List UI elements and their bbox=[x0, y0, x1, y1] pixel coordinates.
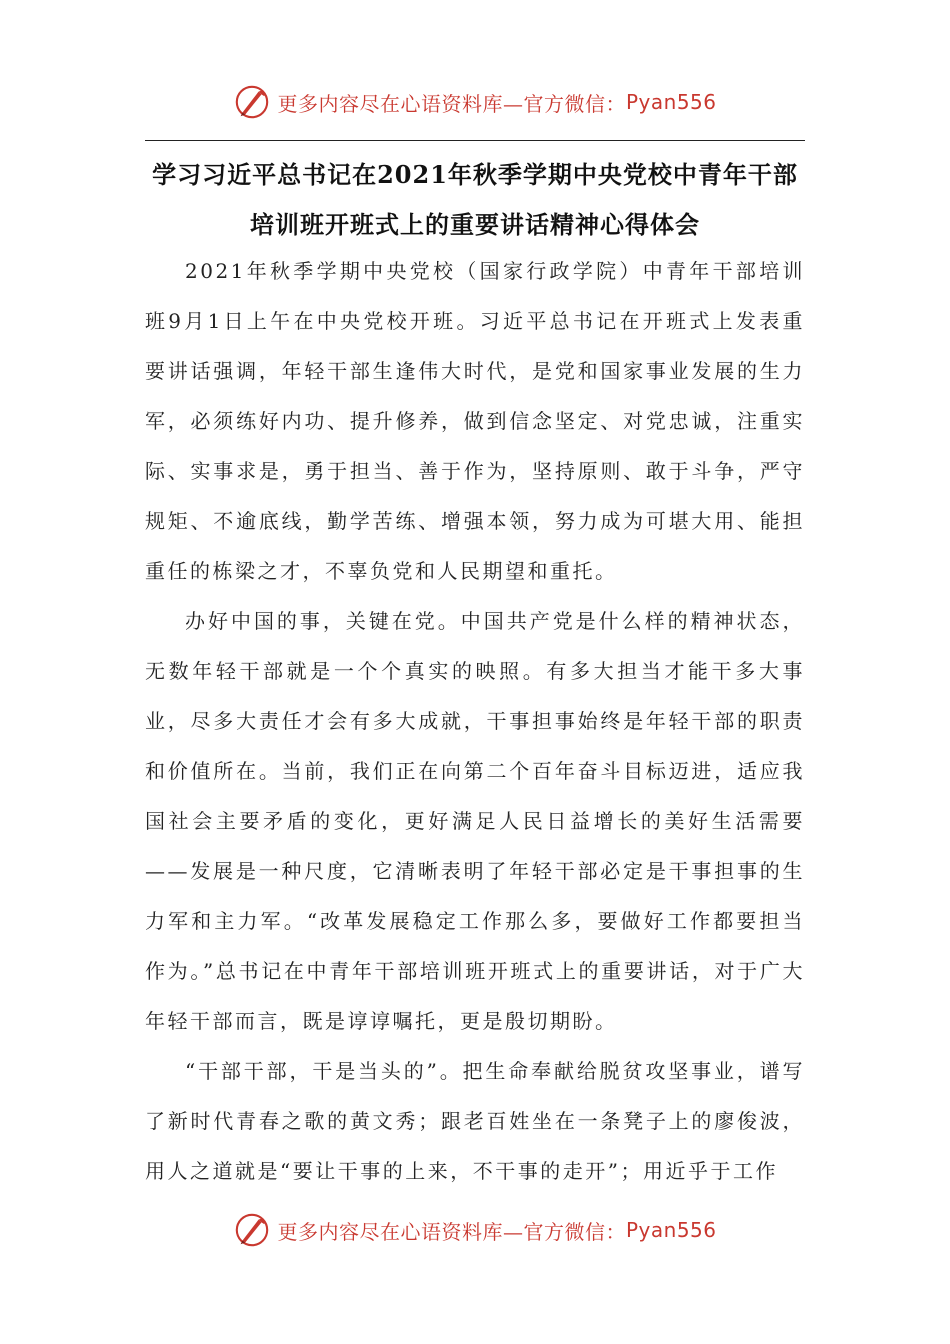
document-body bbox=[145, 246, 805, 1196]
body-paragraph-1: 2021年秋季学期中央党校（国家行政学院）中青年干部培训班9月1日上午在中央党校开班。习近平总书记在开班式上发表重要讲话强调，年轻干部生逢伟大时代，是党和国家事业发展的生力军，必须练好内功、提升修养，做到信念坚定、对党忠诚，注重实际、实事求是，勇于担当、善于作为，坚持原则、敢于斗争，严守规矩、不逾底线，勤学苦练、增强本领，努力成为可堪大用、能担重任的栋梁之才，不辜负党和人民期望和重托。 bbox=[145, 259, 805, 583]
header-wechat-id: Pyan556 bbox=[625, 90, 717, 114]
quill-pen-logo-icon bbox=[233, 83, 271, 121]
document-title: 学习习近平总书记在2021年秋季学期中央党校中青年干部培训班开班式上的重要讲话精神心得体会 bbox=[152, 160, 798, 239]
header-divider bbox=[145, 140, 805, 141]
header-slogan: 更多内容尽在心语资料库—官方微信： bbox=[277, 91, 626, 116]
footer-wechat-id: Pyan556 bbox=[625, 1218, 717, 1242]
footer-banner bbox=[0, 1208, 950, 1252]
quill-pen-logo-icon bbox=[233, 1211, 271, 1249]
footer-slogan: 更多内容尽在心语资料库—官方微信： bbox=[277, 1219, 626, 1244]
body-paragraph-2: 办好中国的事，关键在党。中国共产党是什么样的精神状态，无数年轻干部就是一个个真实的映照。有多大担当才能干多大事业，尽多大责任才会有多大成就，干事担事始终是年轻干部的职责和价值所在。当前，我们正在向第二个百年奋斗目标迈进，适应我国社会主要矛盾的变化，更好满足人民日益增长的美好生活需要——发展是一种尺度，它清晰表明了年轻干部必定是干事担事的生力军和主力军。“改革发展稳定工作那么多，要做好工作都要担当作为。”总书记在中青年干部培训班开班式上的重要讲话，对于广大年轻干部而言，既是谆谆嘱托，更是殷切期盼。 bbox=[145, 609, 805, 1033]
body-paragraph-3: “干部干部，干是当头的”。把生命奉献给脱贫攻坚事业，谱写了新时代青春之歌的黄文秀；跟老百姓坐在一条凳子上的廖俊波，用人之道就是“要让干事的上来，不干事的走开”；用近乎于工作 bbox=[145, 1059, 805, 1183]
header-banner bbox=[0, 80, 950, 124]
